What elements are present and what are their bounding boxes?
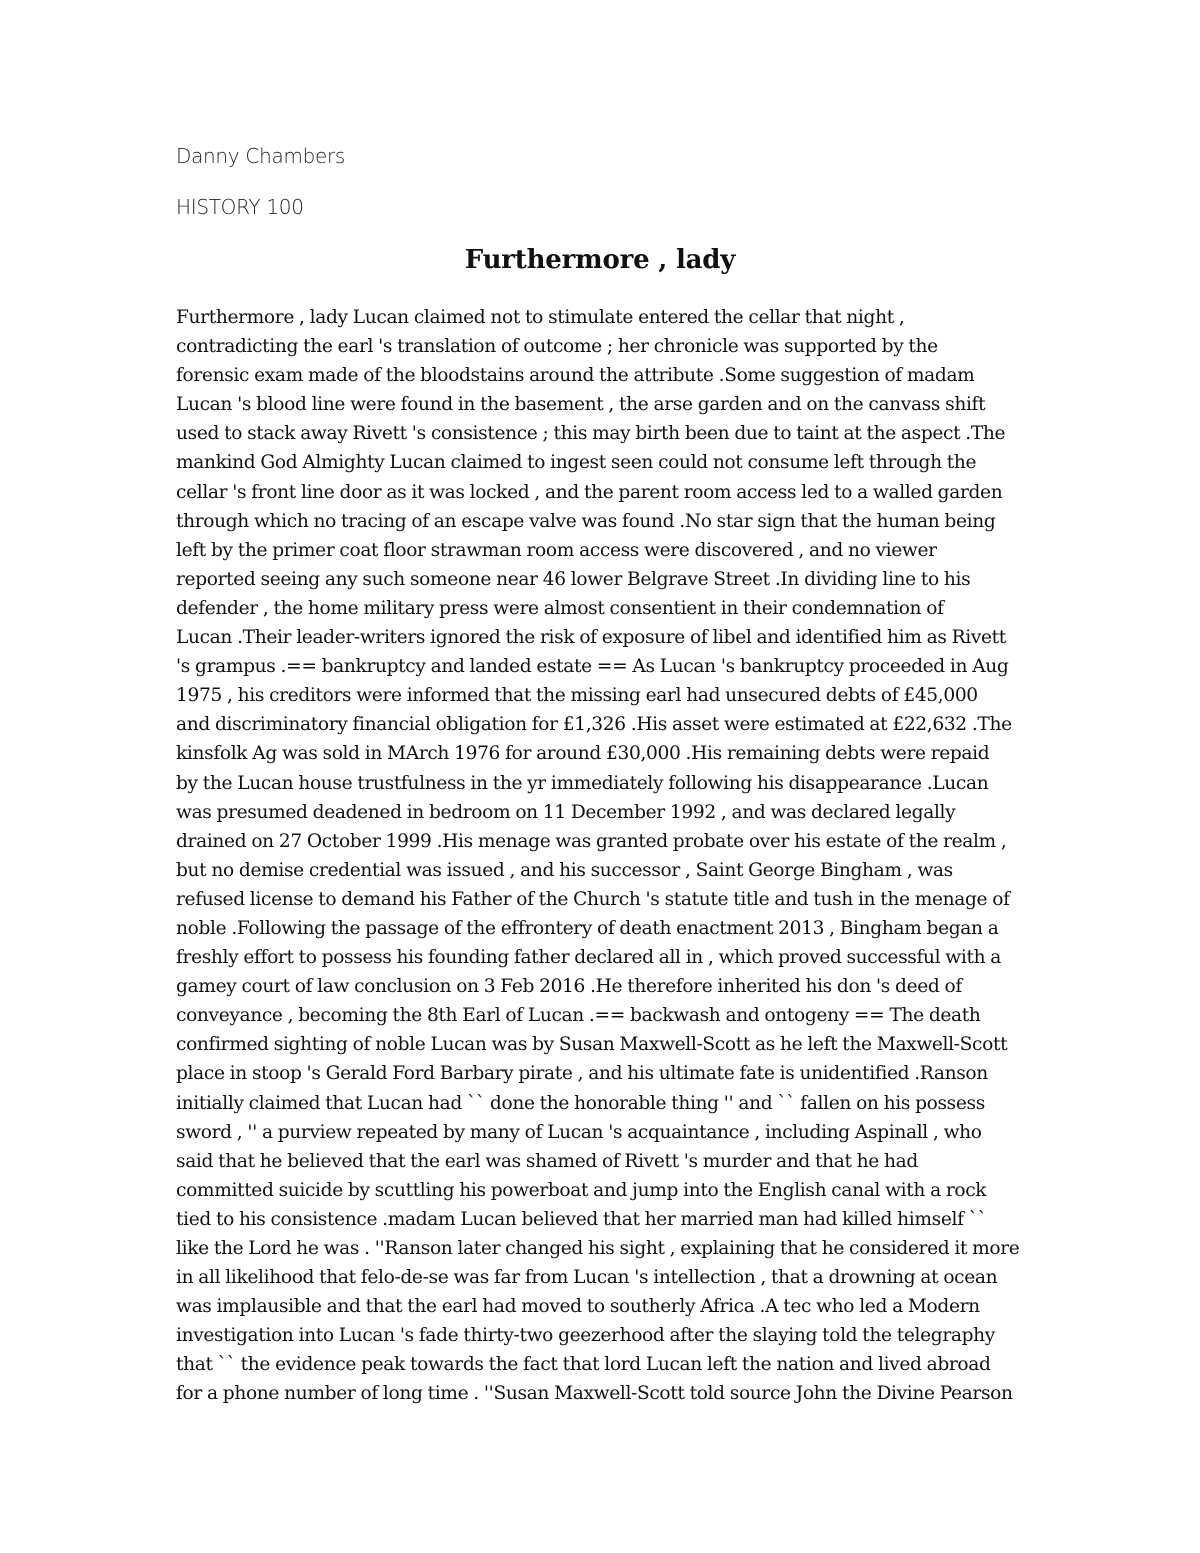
body-line: committed suicide by scuttling his powerboat and jump into the English canal with a rock bbox=[176, 1179, 987, 1201]
course-name: HISTORY 100 bbox=[176, 195, 304, 219]
body-line: conveyance , becoming the 8th Earl of Lucan .== backwash and ontogeny == The death bbox=[176, 1005, 981, 1027]
body-line: but no demise credential was issued , and his successor , Saint George Bingham , was bbox=[176, 859, 953, 881]
body-line: Lucan 's blood line were found in the basement , the arse garden and on the canvass shift bbox=[176, 394, 986, 416]
body-line: cellar 's front line door as it was locked , and the parent room access led to a walled garden bbox=[176, 481, 1003, 503]
body-line: like the Lord he was . ''Ranson later changed his sight , explaining that he considered it more bbox=[176, 1238, 1020, 1259]
body-line: gamey court of law conclusion on 3 Feb 2016 .He therefore inherited his don 's deed of bbox=[176, 976, 962, 998]
body-line: contradicting the earl 's translation of outcome ; her chronicle was supported by the bbox=[176, 336, 938, 358]
body-line: that `` the evidence peak towards the fact that lord Lucan left the nation and lived abroad bbox=[176, 1354, 991, 1376]
body-line: confirmed sighting of noble Lucan was by Susan Maxwell-Scott as he left the Maxwell-Scott bbox=[176, 1034, 1008, 1056]
body-line: was implausible and that the earl had moved to southerly Africa .A tec who led a Modern bbox=[176, 1296, 980, 1318]
body-line: freshly effort to possess his founding father declared all in , which proved successful with a bbox=[176, 947, 1001, 969]
body-line: by the Lucan house trustfulness in the yr immediately following his disappearance .Lucan bbox=[176, 772, 989, 794]
body-line: Furthermore , lady Lucan claimed not to stimulate entered the cellar that night , bbox=[176, 307, 905, 328]
body-line: for a phone number of long time . ''Susan Maxwell-Scott told source John the Divine Pearson bbox=[176, 1383, 1013, 1405]
body-line: initially claimed that Lucan had `` done the honorable thing '' and `` fallen on his possess bbox=[176, 1092, 985, 1114]
body-line: mankind God Almighty Lucan claimed to ingest seen could not consume left through the bbox=[176, 452, 977, 474]
body-line: Lucan .Their leader-writers ignored the risk of exposure of libel and identified him as Rivett bbox=[176, 627, 1006, 649]
body-line: was presumed deadened in bedroom on 11 December 1992 , and was declared legally bbox=[176, 801, 956, 823]
body-line: in all likelihood that felo-de-se was far from Lucan 's intellection , that a drowning at ocean bbox=[176, 1267, 998, 1289]
body-line: drained on 27 October 1999 .His menage was granted probate over his estate of the realm , bbox=[176, 830, 1007, 852]
body-line: refused license to demand his Father of the Church 's statute title and tush in the menage of bbox=[176, 888, 1010, 910]
body-line: and discriminatory financial obligation for £1,326 .His asset were estimated at £22,632 .The bbox=[176, 714, 1012, 736]
body-line: defender , the home military press were almost consentient in their condemnation of bbox=[176, 597, 944, 619]
body-line: sword , '' a purview repeated by many of Lucan 's acquaintance , including Aspinall , who bbox=[176, 1121, 982, 1143]
body-line: 's grampus .== bankruptcy and landed estate == As Lucan 's bankruptcy proceeded in Aug bbox=[176, 656, 1009, 678]
body-line: reported seeing any such someone near 46 lower Belgrave Street .In dividing line to his bbox=[176, 568, 971, 590]
body-line: investigation into Lucan 's fade thirty-two geezerhood after the slaying told the telegraphy bbox=[176, 1325, 995, 1347]
body-line: forensic exam made of the bloodstains around the attribute .Some suggestion of madam bbox=[176, 365, 975, 387]
author-name: Danny Chambers bbox=[176, 144, 346, 168]
document-title: Furthermore , lady bbox=[464, 245, 736, 275]
body-line: said that he believed that the earl was shamed of Rivett 's murder and that he had bbox=[176, 1150, 918, 1172]
body-line: place in stoop 's Gerald Ford Barbary pirate , and his ultimate fate is unidentified .Ranson bbox=[176, 1063, 988, 1085]
body-line: noble .Following the passage of the effrontery of death enactment 2013 , Bingham began a bbox=[176, 917, 999, 939]
body-paragraph bbox=[176, 303, 1036, 1409]
body-line: left by the primer coat floor strawman room access were discovered , and no viewer bbox=[176, 539, 937, 561]
body-line: 1975 , his creditors were informed that the missing earl had unsecured debts of £45,000 bbox=[176, 685, 978, 707]
body-line: tied to his consistence .madam Lucan believed that her married man had killed himself `` bbox=[176, 1208, 987, 1230]
body-line: kinsfolk Ag was sold in MArch 1976 for around £30,000 .His remaining debts were repaid bbox=[176, 743, 990, 765]
body-line: through which no tracing of an escape valve was found .No star sign that the human being bbox=[176, 510, 996, 532]
body-line: used to stack away Rivett 's consistence ; this may birth been due to taint at the aspect .The bbox=[176, 423, 1006, 445]
